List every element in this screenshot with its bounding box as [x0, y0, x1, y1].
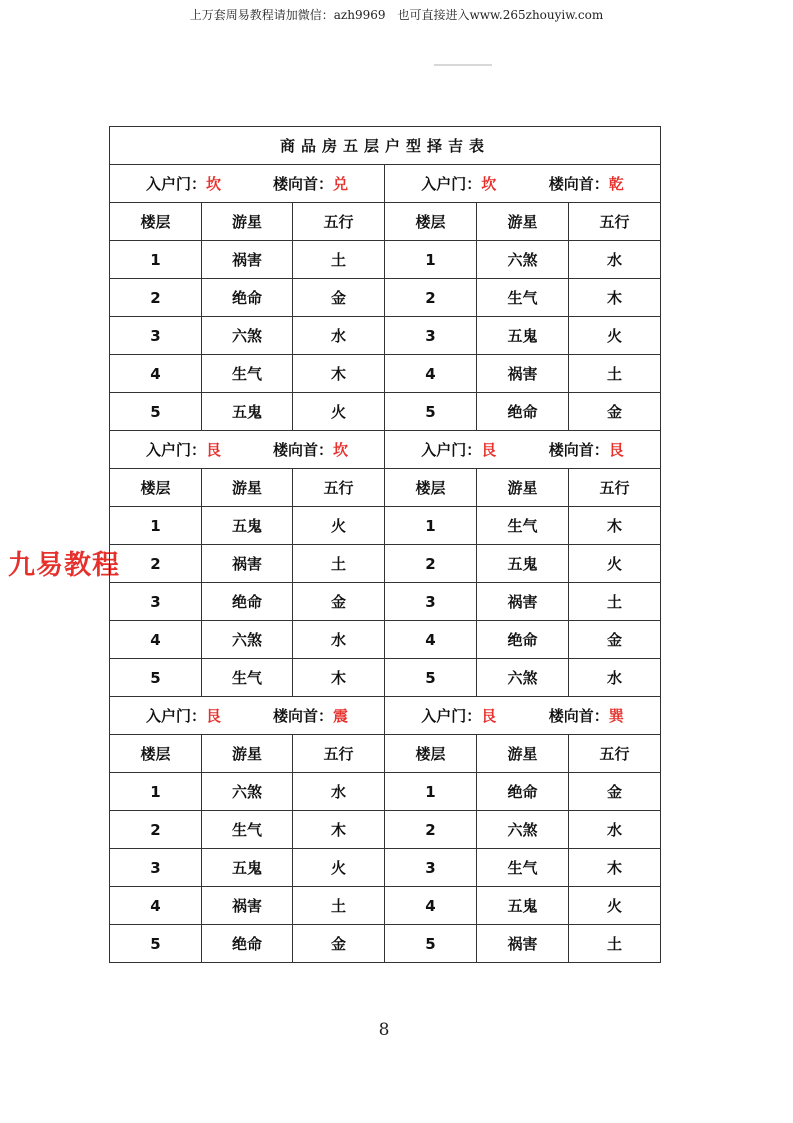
door-entry	[146, 705, 221, 726]
floor-cell: 5	[385, 393, 477, 431]
table-row	[110, 583, 661, 621]
floor-cell: 5	[110, 925, 202, 963]
star-cell: 生气	[202, 811, 293, 849]
column-header-row	[110, 735, 661, 773]
element-cell: 木	[569, 507, 661, 545]
door-info-left	[110, 431, 385, 469]
floor-cell: 3	[385, 317, 477, 355]
star-cell: 绝命	[477, 621, 569, 659]
element-cell: 火	[569, 317, 661, 355]
column-header-element: 五行	[293, 469, 385, 507]
star-cell: 绝命	[202, 583, 293, 621]
star-cell: 祸害	[202, 241, 293, 279]
element-cell: 土	[293, 887, 385, 925]
table-row	[110, 279, 661, 317]
column-header-element: 五行	[293, 203, 385, 241]
element-cell: 木	[293, 355, 385, 393]
facing-label: 楼向首：	[272, 441, 333, 459]
header-note: 上万套周易教程请加微信：azh9969 也可直接进入www.265zhouyiw.com	[189, 8, 604, 22]
floor-cell: 2	[385, 811, 477, 849]
door-info-right	[385, 431, 661, 469]
element-cell: 火	[293, 507, 385, 545]
door-entry	[421, 439, 496, 460]
floor-cell: 5	[110, 393, 202, 431]
door-entry	[421, 173, 496, 194]
element-cell: 水	[569, 659, 661, 697]
table-row	[110, 507, 661, 545]
element-cell: 水	[569, 241, 661, 279]
element-cell: 水	[293, 773, 385, 811]
star-cell: 五鬼	[202, 393, 293, 431]
star-cell: 祸害	[202, 887, 293, 925]
table-row	[110, 355, 661, 393]
star-cell: 祸害	[202, 545, 293, 583]
column-header-floor: 楼层	[385, 203, 477, 241]
column-header-star: 游星	[202, 203, 293, 241]
door-info-right	[385, 165, 661, 203]
column-header-floor: 楼层	[385, 735, 477, 773]
star-cell: 五鬼	[477, 317, 569, 355]
column-header-row	[110, 203, 661, 241]
element-cell: 土	[569, 355, 661, 393]
star-cell: 六煞	[202, 317, 293, 355]
door-label: 入户门：	[421, 175, 482, 193]
door-label: 入户门：	[421, 707, 482, 725]
floor-cell: 3	[110, 849, 202, 887]
element-cell: 金	[293, 583, 385, 621]
star-cell: 生气	[477, 849, 569, 887]
element-cell: 水	[569, 811, 661, 849]
floor-cell: 1	[110, 773, 202, 811]
facing-value: 震	[333, 707, 349, 725]
star-cell: 生气	[202, 659, 293, 697]
facing-entry	[549, 439, 624, 460]
star-cell: 五鬼	[202, 507, 293, 545]
door-label: 入户门：	[145, 441, 206, 459]
watermark-logo: 九易教程	[8, 550, 120, 581]
star-cell: 五鬼	[477, 545, 569, 583]
floor-cell: 2	[110, 279, 202, 317]
column-header-element: 五行	[293, 735, 385, 773]
element-cell: 木	[293, 811, 385, 849]
door-entry	[421, 705, 496, 726]
table-row	[110, 621, 661, 659]
star-cell: 生气	[477, 507, 569, 545]
door-value: 艮	[206, 441, 222, 459]
element-cell: 土	[569, 925, 661, 963]
element-cell: 水	[293, 621, 385, 659]
door-label: 入户门：	[145, 707, 206, 725]
element-cell: 土	[293, 241, 385, 279]
element-cell: 火	[293, 849, 385, 887]
column-header-star: 游星	[202, 735, 293, 773]
star-cell: 六煞	[202, 621, 293, 659]
element-cell: 水	[293, 317, 385, 355]
facing-value: 乾	[608, 175, 624, 193]
floor-cell: 4	[110, 621, 202, 659]
star-cell: 祸害	[477, 355, 569, 393]
facing-label: 楼向首：	[272, 175, 333, 193]
column-header-star: 游星	[477, 469, 569, 507]
element-cell: 火	[293, 393, 385, 431]
star-cell: 六煞	[477, 659, 569, 697]
star-cell: 绝命	[202, 279, 293, 317]
door-row	[110, 431, 661, 469]
column-header-star: 游星	[477, 203, 569, 241]
column-header-star: 游星	[477, 735, 569, 773]
floor-cell: 1	[385, 241, 477, 279]
door-info-left	[110, 165, 385, 203]
floor-cell: 2	[385, 279, 477, 317]
star-cell: 生气	[202, 355, 293, 393]
facing-label: 楼向首：	[548, 175, 609, 193]
element-cell: 土	[293, 545, 385, 583]
selection-table	[109, 126, 661, 963]
star-cell: 绝命	[477, 773, 569, 811]
floor-cell: 2	[110, 811, 202, 849]
column-header-floor: 楼层	[110, 203, 202, 241]
star-cell: 五鬼	[202, 849, 293, 887]
door-entry	[146, 439, 221, 460]
star-cell: 生气	[477, 279, 569, 317]
star-cell: 六煞	[477, 811, 569, 849]
floor-cell: 1	[110, 507, 202, 545]
facing-entry	[273, 173, 348, 194]
table-row	[110, 887, 661, 925]
star-cell: 祸害	[477, 925, 569, 963]
star-cell: 五鬼	[477, 887, 569, 925]
door-value: 艮	[481, 707, 497, 725]
table-row	[110, 393, 661, 431]
floor-cell: 3	[385, 849, 477, 887]
facing-entry	[549, 705, 624, 726]
element-cell: 金	[569, 773, 661, 811]
door-value: 坎	[481, 175, 497, 193]
floor-cell: 4	[385, 355, 477, 393]
table-row	[110, 317, 661, 355]
table-row	[110, 925, 661, 963]
facing-value: 坎	[333, 441, 349, 459]
column-header-element: 五行	[569, 735, 661, 773]
column-header-element: 五行	[569, 203, 661, 241]
facing-entry	[273, 705, 348, 726]
table-row	[110, 773, 661, 811]
floor-cell: 4	[110, 355, 202, 393]
page-number: 8	[378, 1020, 390, 1040]
faint-scan-mark	[434, 64, 492, 66]
facing-label: 楼向首：	[548, 441, 609, 459]
facing-label: 楼向首：	[272, 707, 333, 725]
star-cell: 六煞	[477, 241, 569, 279]
door-label: 入户门：	[421, 441, 482, 459]
table-row	[110, 659, 661, 697]
table-row	[110, 241, 661, 279]
facing-value: 艮	[608, 441, 624, 459]
door-entry	[146, 173, 221, 194]
door-value: 艮	[206, 707, 222, 725]
floor-cell: 1	[385, 507, 477, 545]
floor-cell: 4	[385, 621, 477, 659]
door-row	[110, 165, 661, 203]
door-info-right	[385, 697, 661, 735]
floor-cell: 5	[385, 659, 477, 697]
floor-cell: 3	[110, 317, 202, 355]
element-cell: 金	[293, 925, 385, 963]
column-header-row	[110, 469, 661, 507]
facing-entry	[273, 439, 348, 460]
facing-value: 兑	[333, 175, 349, 193]
element-cell: 金	[569, 621, 661, 659]
table-title: 商品房五层户型择吉表	[110, 127, 661, 165]
floor-cell: 4	[385, 887, 477, 925]
door-value: 艮	[481, 441, 497, 459]
floor-cell: 3	[110, 583, 202, 621]
floor-cell: 1	[110, 241, 202, 279]
element-cell: 火	[569, 545, 661, 583]
door-label: 入户门：	[145, 175, 206, 193]
element-cell: 木	[293, 659, 385, 697]
floor-cell: 2	[110, 545, 202, 583]
element-cell: 金	[569, 393, 661, 431]
table-row	[110, 545, 661, 583]
element-cell: 木	[569, 849, 661, 887]
column-header-floor: 楼层	[385, 469, 477, 507]
star-cell: 六煞	[202, 773, 293, 811]
column-header-element: 五行	[569, 469, 661, 507]
door-value: 坎	[206, 175, 222, 193]
floor-cell: 5	[385, 925, 477, 963]
column-header-floor: 楼层	[110, 469, 202, 507]
floor-cell: 1	[385, 773, 477, 811]
table-row	[110, 849, 661, 887]
facing-label: 楼向首：	[548, 707, 609, 725]
floor-cell: 4	[110, 887, 202, 925]
floor-cell: 3	[385, 583, 477, 621]
floor-cell: 5	[110, 659, 202, 697]
facing-value: 巽	[608, 707, 624, 725]
table-row	[110, 811, 661, 849]
door-row	[110, 697, 661, 735]
star-cell: 绝命	[477, 393, 569, 431]
star-cell: 祸害	[477, 583, 569, 621]
door-info-left	[110, 697, 385, 735]
floor-cell: 2	[385, 545, 477, 583]
element-cell: 木	[569, 279, 661, 317]
column-header-star: 游星	[202, 469, 293, 507]
element-cell: 火	[569, 887, 661, 925]
star-cell: 绝命	[202, 925, 293, 963]
element-cell: 土	[569, 583, 661, 621]
column-header-floor: 楼层	[110, 735, 202, 773]
element-cell: 金	[293, 279, 385, 317]
facing-entry	[549, 173, 624, 194]
